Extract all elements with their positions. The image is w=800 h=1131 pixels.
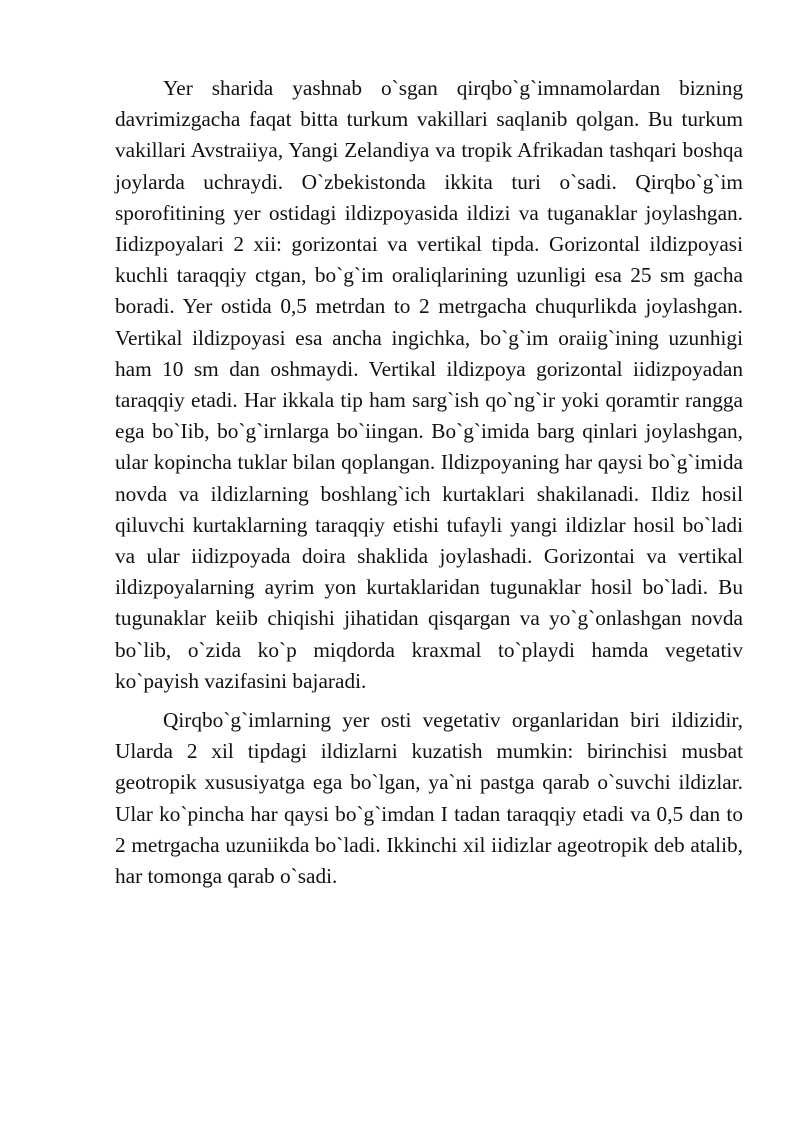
paragraph-2: Qirqbo`g`imlarning yer osti vegetativ organlaridan biri ildizidir, Ularda 2 xil tipdagi ildizlarni kuzatish mumkin: birinchisi musbat geotropik xususiyatga ega bo`lgan, ya`ni pastga qarab o`suvchi ildizlar. Ular ko`pincha har qaysi bo`g`imdan I tadan taraqqiy etadi va 0,5 dan to 2 metrgacha uzuniikda bo`ladi. Ikkinchi xil iidizlar ageotropik deb atalib, har tomonga qarab o`sadi. (115, 708, 743, 889)
paragraph-1: Yer sharida yashnab o`sgan qirqbo`g`imnamolardan bizning davrimizgacha faqat bitta turkum vakillari saqlanib qolgan. Bu turkum vakillari Avstraiiya, Yangi Zelandiya va tropik Afrikadan tashqari boshqa joylarda uchraydi. O`zbekistonda ikkita turi o`sadi. Qirqbo`g`im sporofitining yer ostidagi ildizpoyasida ildizi va tuganaklar joylashgan. Iidizpoyalari 2 xii: gorizontai va vertikal tipda. Gorizontal ildizpoyasi kuchli taraqqiy ctgan, bo`g`im oraliqlarining uzunligi esa 25 sm gacha boradi. Yer ostida 0,5 metrdan to 2 metrgacha chuqurlikda joylashgan. Vertikal ildizpoyasi esa ancha ingichka, bo`g`im oraiig`ining uzunhigi ham 10 sm dan oshmaydi. Vertikal ildizpoya gorizontal iidizpoyadan taraqqiy etadi. Har ikkala tip ham sarg`ish qo`ng`ir yoki qoramtir rangga ega bo`Iib, bo`g`irnlarga bo`iingan. Bo`g`imida barg qinlari joylashgan, ular kopincha tuklar bilan qoplangan. Ildizpoyaning har qaysi bo`g`imida novda va ildizlarning boshlang`ich kurtaklari shakilanadi. Ildiz hosil qiluvchi kurtaklarning taraqqiy etishi tufayli yangi ildizlar hosil bo`ladi va ular iidizpoyada doira shaklida joylashadi. Gorizontai va vertikal ildizpoyalarning ayrim yon kurtaklaridan tugunaklar hosil bo`ladi. Bu tugunaklar keiib chiqishi jihatidan qisqargan va yo`g`onlashgan novda bo`lib, o`zida ko`p miqdorda kraxmal to`playdi hamda vegetativ ko`payish vazifasini bajaradi. (115, 76, 743, 693)
document-body (115, 73, 743, 892)
